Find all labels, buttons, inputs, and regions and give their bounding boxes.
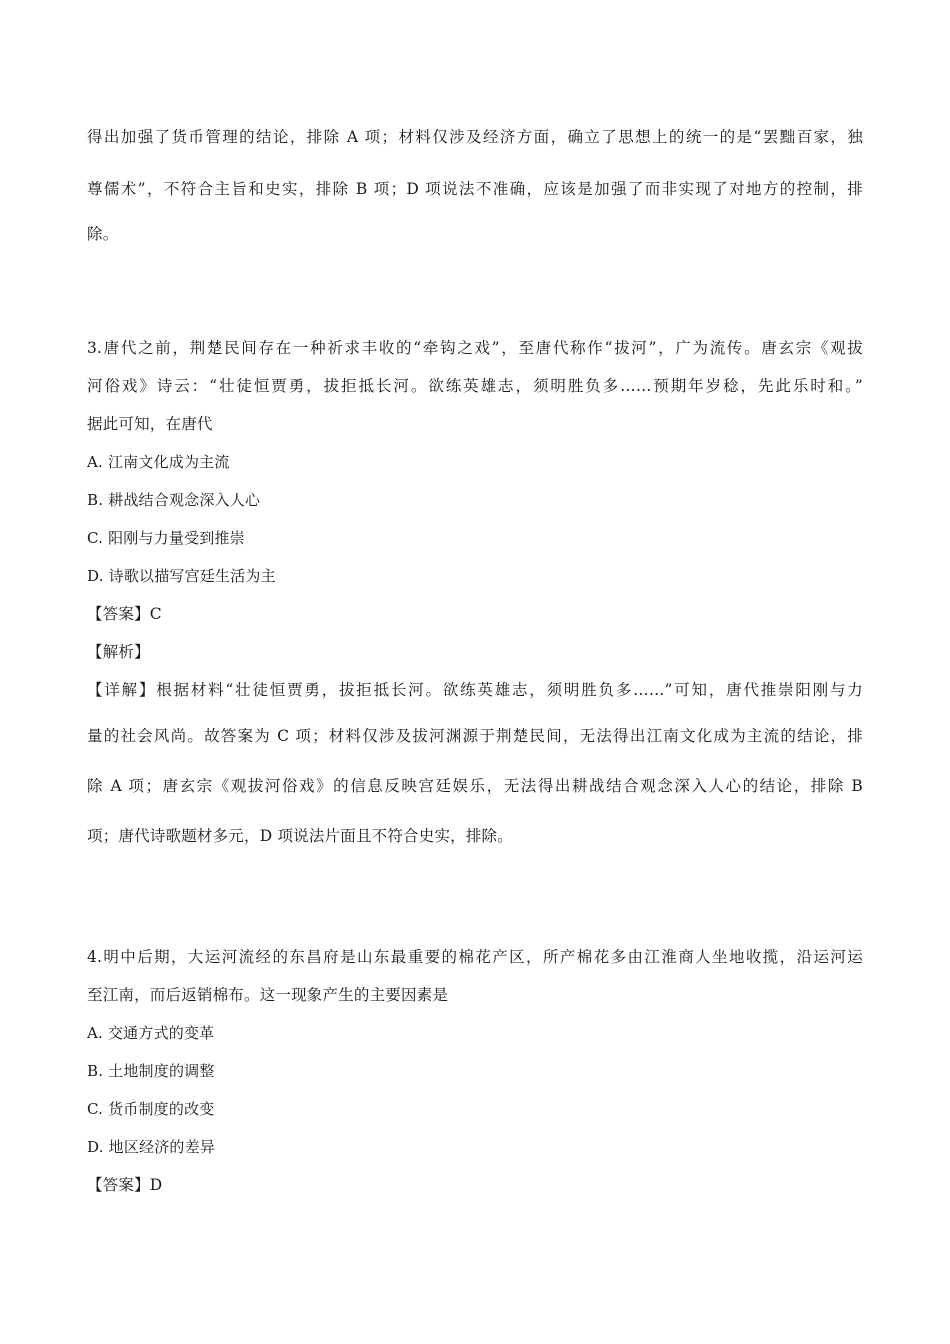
q3-detail-line-2: 量的社会风尚。故答案为 C 项；材料仅涉及拔河渊源于荆楚民间，无法得出江南文化成为主流的结论，排 xyxy=(87,727,863,745)
q3-detail-line-4: 项；唐代诗歌题材多元，D 项说法片面且不符合史实，排除。 xyxy=(87,827,513,845)
continuation-line-1: 得出加强了货币管理的结论，排除 A 项；材料仅涉及经济方面，确立了思想上的统一的是“罢黜百家，独 xyxy=(87,128,863,146)
q3-answer: 【答案】C xyxy=(87,605,162,623)
continuation-line-3: 除。 xyxy=(87,225,119,243)
q4-stem-line-2: 至江南，而后返销棉布。这一现象产生的主要因素是 xyxy=(87,986,449,1004)
q3-stem-line-1: 3.唐代之前，荆楚民间存在一种祈求丰收的“牵钩之戏”，至唐代称作“拔河”，广为流传。唐玄宗《观拔 xyxy=(87,339,863,357)
q3-analysis-label: 【解析】 xyxy=(87,643,150,661)
q3-detail-line-3: 除 A 项；唐玄宗《观拔河俗戏》的信息反映宫廷娱乐，无法得出耕战结合观念深入人心的结论，排除 B xyxy=(87,777,863,795)
q3-option-c: C. 阳刚与力量受到推崇 xyxy=(87,529,245,547)
q3-detail-line-1: 【详解】根据材料“壮徒恒贾勇，拔拒抵长河。欲练英雄志，须明胜负多……”可知，唐代推崇阳刚与力 xyxy=(87,681,863,699)
q4-option-a: A. 交通方式的变革 xyxy=(87,1024,215,1042)
q3-stem-line-2: 河俗戏》诗云：“壮徒恒贾勇，拔拒抵长河。欲练英雄志，须明胜负多……预期年岁稔，先此乐时和。” xyxy=(87,377,863,395)
q3-option-d: D. 诗歌以描写宫廷生活为主 xyxy=(87,567,276,585)
q3-stem-line-3: 据此可知，在唐代 xyxy=(87,415,213,433)
q4-option-b: B. 土地制度的调整 xyxy=(87,1062,215,1080)
q4-option-d: D. 地区经济的差异 xyxy=(87,1138,216,1156)
q3-option-b: B. 耕战结合观念深入人心 xyxy=(87,491,261,509)
continuation-line-2: 尊儒术”，不符合主旨和史实，排除 B 项；D 项说法不准确，应该是加强了而非实现了对地方的控制，排 xyxy=(87,180,863,198)
q4-stem-line-1: 4.明中后期，大运河流经的东昌府是山东最重要的棉花产区，所产棉花多由江淮商人坐地收揽，沿运河运 xyxy=(87,948,863,966)
q3-option-a: A. 江南文化成为主流 xyxy=(87,453,230,471)
q4-option-c: C. 货币制度的改变 xyxy=(87,1100,215,1118)
q4-answer: 【答案】D xyxy=(87,1176,163,1194)
